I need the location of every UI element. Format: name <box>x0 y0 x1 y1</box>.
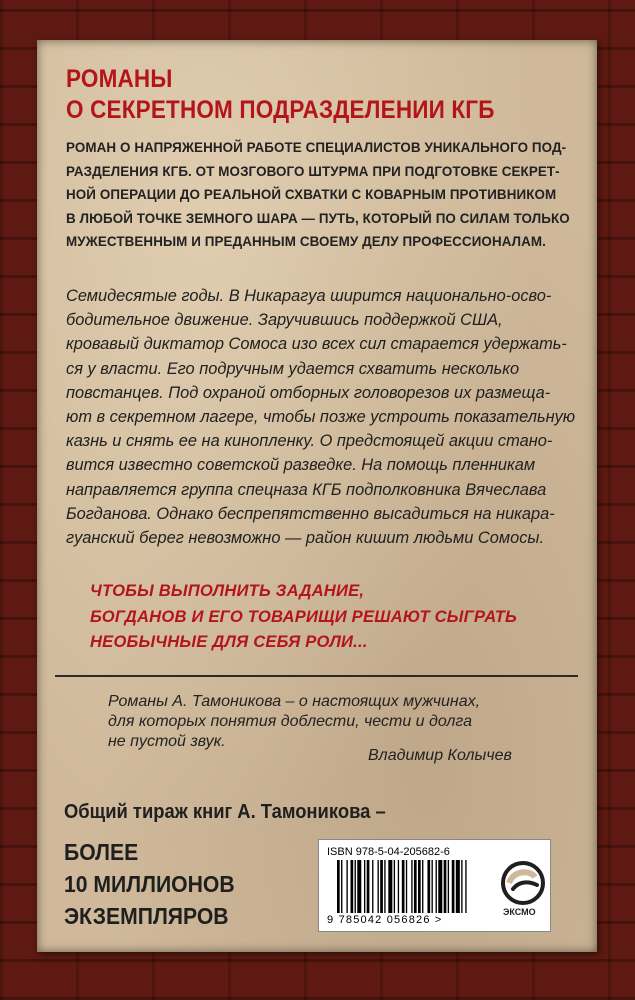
divider-line <box>55 675 578 677</box>
tagline <box>90 578 580 655</box>
synopsis-line: бодительное движение. Заручившись поддержкой США, <box>66 311 503 330</box>
isbn-label: ISBN 978-5-04-205682-6 <box>327 846 450 858</box>
intro-line: РАЗДЕЛЕНИЯ КГБ. ОТ МОЗГОВОГО ШТУРМА ПРИ ПОДГОТОВКЕ СЕКРЕТ- <box>66 163 560 179</box>
intro-line: РОМАН О НАПРЯЖЕННОЙ РАБОТЕ СПЕЦИАЛИСТОВ УНИКАЛЬНОГО ПОД- <box>66 140 567 155</box>
intro-line: В ЛЮБОЙ ТОЧКЕ ЗЕМНОГО ШАРА — ПУТЬ, КОТОРЫЙ ПО СИЛАМ ТОЛЬКО <box>66 210 570 226</box>
tagline-line: НЕОБЫЧНЫЕ ДЛЯ СЕБЯ РОЛИ... <box>90 632 368 651</box>
cover-title <box>66 64 534 126</box>
circulation-label: Общий тираж книг А. Тамоникова – <box>64 801 386 823</box>
intro-paragraph <box>66 136 576 254</box>
eksmo-logo-icon <box>499 859 547 907</box>
quote-line: для которых понятия доблести, чести и долга <box>108 713 473 730</box>
barcode-bars-icon <box>337 860 515 913</box>
synopsis-paragraph <box>66 284 576 550</box>
synopsis-line: Богданова. Однако беспрепятственно высадиться на никара- <box>66 504 555 523</box>
circulation-value <box>64 836 294 932</box>
quote-author: Владимир Колычев <box>368 747 512 764</box>
quote-line: не пустой звук. <box>108 733 226 750</box>
synopsis-line: направляется группа спецназа КГБ подполковника Вячеслава <box>66 480 547 499</box>
publisher-logo-text: ЭКСМО <box>503 907 536 917</box>
synopsis-line: ют в секретном лагере, чтобы позже устроить показательную <box>66 408 576 427</box>
intro-line: НОЙ ОПЕРАЦИИ ДО РЕАЛЬНОЙ СХВАТКИ С КОВАРНЫМ ПРОТИВНИКОМ <box>66 187 557 202</box>
synopsis-line: вится известно советской разведке. На помощь пленникам <box>66 456 536 475</box>
circulation-value-line: БОЛЕЕ <box>64 839 139 865</box>
tagline-line: БОГДАНОВ И ЕГО ТОВАРИЩИ РЕШАЮТ СЫГРАТЬ <box>90 606 518 626</box>
circulation-value-line: 10 МИЛЛИОНОВ <box>64 871 235 897</box>
intro-line: МУЖЕСТВЕННЫМ И ПРЕДАННЫМ СВОЕМУ ДЕЛУ ПРОФЕССИОНАЛАМ. <box>66 234 546 249</box>
barcode-digits: 9 785042 056826 > <box>327 914 443 926</box>
synopsis-line: казнь и снять ее на кинопленку. О предстоящей акции стано- <box>66 432 553 451</box>
review-quote <box>108 692 578 752</box>
synopsis-line: гуанский берег невозможно — район кишит людьми Сомосы. <box>66 529 545 548</box>
tagline-line: ЧТОБЫ ВЫПОЛНИТЬ ЗАДАНИЕ, <box>90 581 365 600</box>
synopsis-line: кровавый диктатор Сомоса изо всех сил старается удержать- <box>66 335 567 354</box>
synopsis-line: Семидесятые годы. В Никарагуа ширится национально-осво- <box>66 287 552 305</box>
synopsis-line: ся у власти. Его подручным удается схватить несколько <box>66 359 520 378</box>
quote-line: Романы А. Тамоникова – о настоящих мужчинах, <box>108 693 481 710</box>
title-line-2: О СЕКРЕТНОМ ПОДРАЗДЕЛЕНИИ КГБ <box>66 96 495 124</box>
title-line-1: РОМАНЫ <box>66 65 173 93</box>
circulation-value-line: ЭКЗЕМПЛЯРОВ <box>64 903 229 929</box>
synopsis-line: повстанцев. Под охраной отборных головорезов их размеща- <box>66 383 551 402</box>
